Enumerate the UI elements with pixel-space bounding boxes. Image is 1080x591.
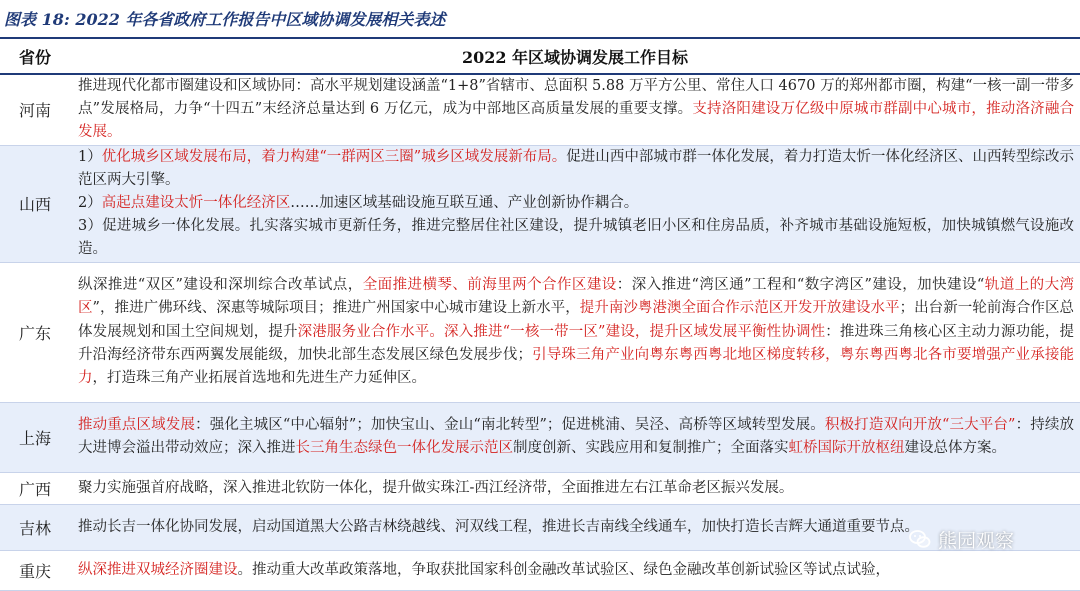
highlighted-text: 纵深推进双城经济圈建设 xyxy=(78,561,238,578)
highlighted-text: 推动重点区域发展 xyxy=(78,416,196,433)
province-cell: 吉林 xyxy=(0,504,70,550)
goal-cell xyxy=(70,145,1080,262)
wechat-icon xyxy=(908,527,932,551)
body-text: 纵深推进“双区”建设和深圳综合改革试点， xyxy=(78,277,363,294)
body-text: 聚力实施强首府战略，深入推进北钦防一体化，提升做实珠江-西江经济带，全面推进左右江革命老区振兴发展。 xyxy=(78,479,794,496)
caption-divider xyxy=(0,37,1080,39)
province-cell: 山西 xyxy=(0,145,70,262)
province-cell: 重庆 xyxy=(0,550,70,590)
table-body xyxy=(0,74,1080,590)
highlighted-text: 高起点建设太忻一体化经济区 xyxy=(101,195,291,212)
province-cell: 上海 xyxy=(0,402,70,472)
body-text: 促进山西中部城市群一体化发展，着力打造太忻一体化经济区、山西转型综改示范区两大引擎。 xyxy=(78,148,1075,188)
goal-cell xyxy=(70,262,1080,402)
watermark-text: 熊园观察 xyxy=(938,529,1015,552)
highlighted-text: 全面推进横琴、前海里两个合作区建设 xyxy=(362,277,617,294)
body-text: 2） xyxy=(78,195,102,212)
body-text: ……加速区域基础设施互联互通、产业创新协作耦合。 xyxy=(290,195,639,212)
figure-caption: 图表 18: 2022 年各省政府工作报告中区域协调发展相关表述 xyxy=(4,10,446,29)
body-text: ”，推进广佛环线、深惠等城际项目；推进广州国家中心城市建设上新水平， xyxy=(92,300,580,317)
body-text: 制度创新、实践应用和复制推广；全面落实 xyxy=(513,440,789,457)
goal-cell xyxy=(70,74,1080,145)
body-text: ；出台新一轮前海合作区总体发展规划和国土空间规划，提升 xyxy=(78,300,1075,340)
province-cell: 河南 xyxy=(0,74,70,145)
table-row xyxy=(0,402,1080,472)
table-row xyxy=(0,262,1080,402)
highlighted-text: 虹桥国际开放枢纽 xyxy=(788,440,905,457)
body-text: ：推进珠三角核心区主动力源功能，提升沿海经济带东西两翼发展能级，加快北部生态发展区绿色发展步伐； xyxy=(78,323,1075,363)
body-text: 。推动重大改革政策落地，争取获批国家科创金融改革试验区、绿色金融改革创新试验区等试点试验， xyxy=(237,561,890,578)
province-cell: 广西 xyxy=(0,472,70,504)
watermark xyxy=(908,522,1068,556)
table-row xyxy=(0,74,1080,145)
highlighted-text: 长三角生态绿色一体化发展示范区 xyxy=(295,440,513,457)
body-text: ，打造珠三角产业拓展首选地和先进生产力延伸区。 xyxy=(92,369,426,386)
highlighted-text: 轨道上的大湾区 xyxy=(78,277,1075,317)
highlighted-text: 提升南沙粤港澳全面合作示范区开发开放建设水平 xyxy=(579,300,900,317)
body-text: 1） xyxy=(78,148,102,165)
highlighted-text: 支持洛阳建设万亿级中原城市群副中心城市，推动洛济融合发展。 xyxy=(78,101,1074,141)
body-text: 推进现代化都市圈建设和区域协同：高水平规划建设涵盖“1+8”省辖市、总面积 5.88 万平方公里、常住人口 4670 万的郑州都市圈，构建“一核一副一带多点”发展格局，力争“十四五”末经济总量达到 6 万亿元，成为中部地区高质量发展的重要支撑。 xyxy=(78,78,1074,118)
regional-development-table xyxy=(0,40,1080,591)
body-text: 推动长吉一体化协同发展，启动国道黑大公路吉林绕越线、河双线工程，推进长吉南线全线通车，加快打造长吉辉大通道重要节点。 xyxy=(78,518,919,535)
header-province: 省份 xyxy=(0,40,70,74)
goal-cell xyxy=(70,402,1080,472)
highlighted-text: 引导珠三角产业向粤东粤西粤北地区梯度转移，粤东粤西粤北各市要增强产业承接能力 xyxy=(78,346,1075,386)
body-text: ：强化主城区“中心辐射”；加快宝山、金山“南北转型”；促进桃浦、吴泾、高桥等区域转型发展。 xyxy=(195,416,825,433)
header-goal: 2022 年区域协调发展工作目标 xyxy=(70,40,1080,74)
goal-cell xyxy=(70,472,1080,504)
goal-cell xyxy=(70,550,1080,590)
highlighted-text: 积极打造双向开放“三大平台” xyxy=(824,416,1016,433)
table-row xyxy=(0,145,1080,262)
body-text: 建设总体方案。 xyxy=(904,440,1006,457)
body-text: 3）促进城乡一体化发展。扎实落实城市更新任务，推进完整居住社区建设，提升城镇老旧小区和住房品质，补齐城市基础设施短板，加快城镇燃气设施改造。 xyxy=(78,218,1074,258)
table-row xyxy=(0,472,1080,504)
table-row xyxy=(0,550,1080,590)
body-text: ：持续放大进博会溢出带动效应；深入推进 xyxy=(78,416,1075,457)
highlighted-text: 深港服务业合作水平。深入推进“一核一带一区”建设，提升区域发展平衡性协调性 xyxy=(297,323,826,340)
highlighted-text: 优化城乡区域发展布局，着力构建“一群两区三圈”城乡区域发展新布局。 xyxy=(101,148,567,165)
table-header-row xyxy=(0,40,1080,74)
province-cell: 广东 xyxy=(0,262,70,402)
body-text: ：深入推进“湾区通”工程和“数字湾区”建设，加快建设“ xyxy=(616,277,985,294)
